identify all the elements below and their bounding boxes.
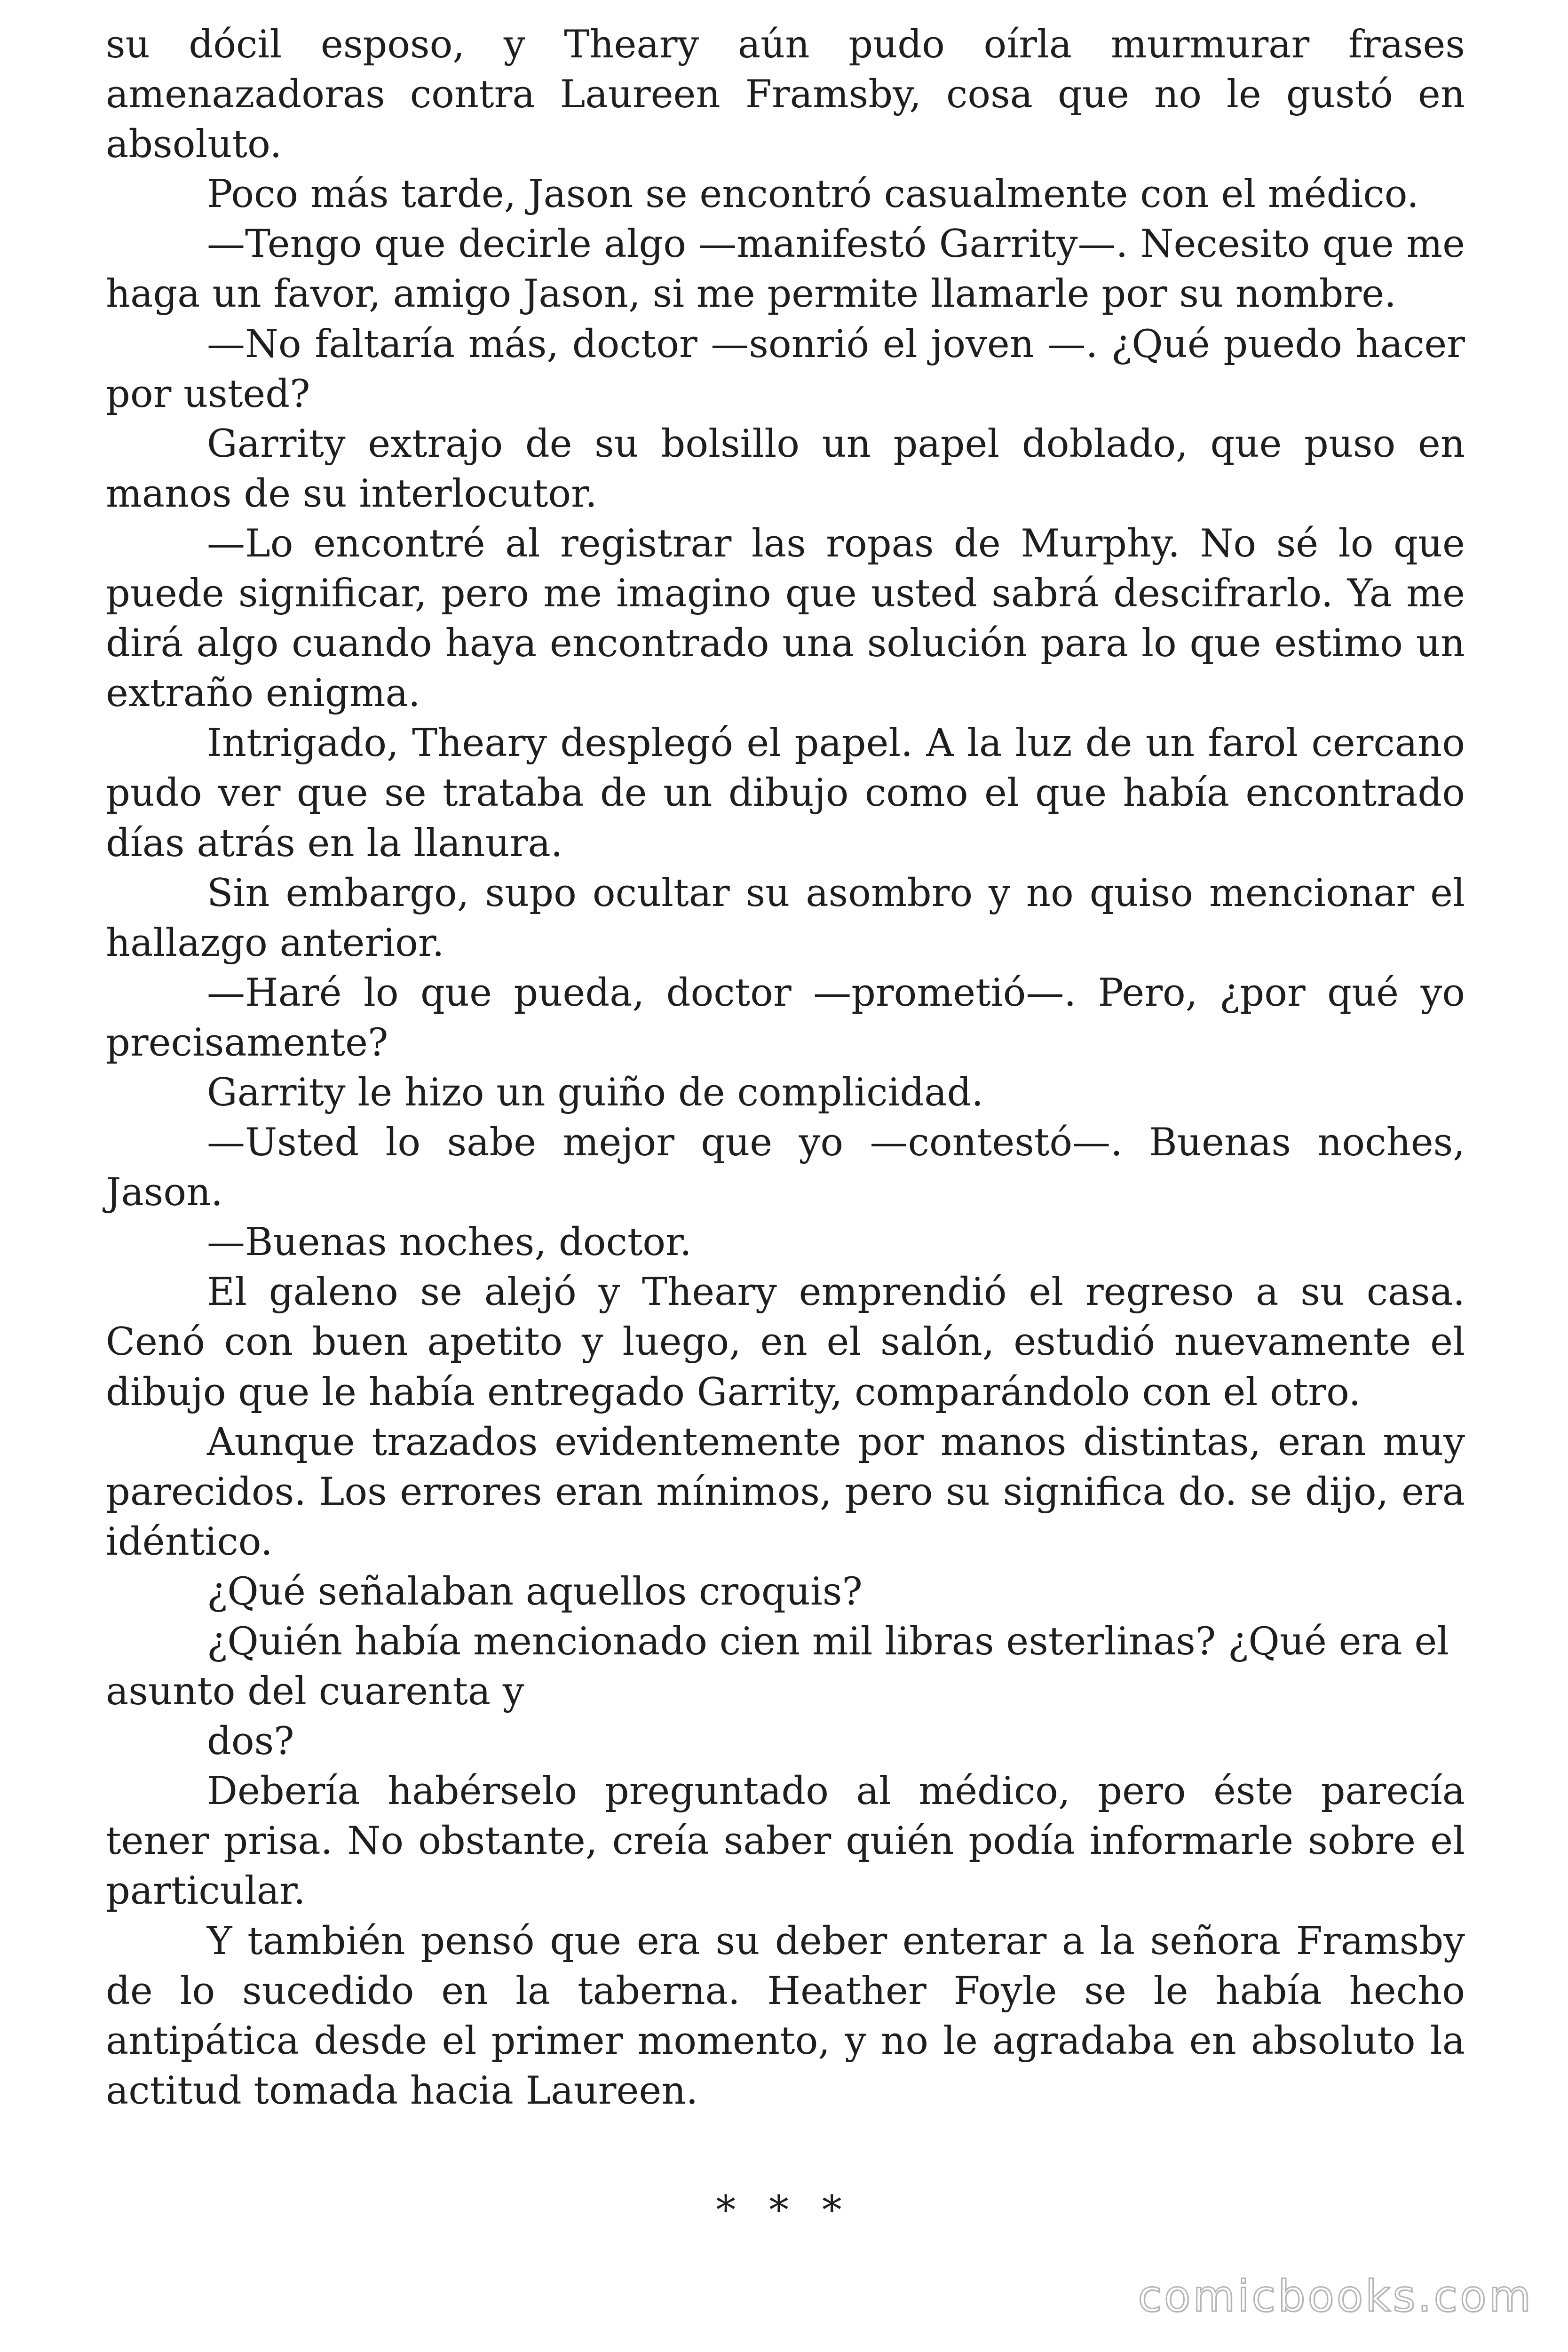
paragraph: Garrity extrajo de su bolsillo un papel doblado, que puso en manos de su interlocutor. — [106, 421, 1465, 516]
paragraph: —Haré lo que pueda, doctor —prometió—. Pero, ¿por qué yo precisamente? — [106, 970, 1465, 1065]
body-text — [106, 20, 1465, 2116]
paragraph: —Usted lo sabe mejor que yo —contestó—. Buenas noches, Jason. — [106, 1120, 1465, 1215]
paragraph: —No faltaría más, doctor —sonrió el joven —. ¿Qué puedo hacer por usted? — [106, 322, 1465, 416]
paragraph: ¿Qué señalaban aquellos croquis? — [207, 1569, 863, 1614]
paragraph: —Buenas noches, doctor. — [207, 1220, 692, 1265]
paragraph: Sin embargo, supo ocultar su asombro y no quiso mencionar el hallazgo anterior. — [106, 871, 1465, 965]
paragraph: El galeno se alejó y Theary emprendió el regreso a su casa. Cenó con buen apetito y luego, en el salón, estudió nuevamente el dibujo que le había entregado Garrity, comparándolo con el otro. — [106, 1270, 1465, 1414]
section-break: * * * — [716, 2187, 852, 2233]
paragraph: dos? — [207, 1719, 294, 1764]
paragraph: Poco más tarde, Jason se encontró casualmente con el médico. — [207, 172, 1419, 217]
paragraph: su dócil esposo, y Theary aún pudo oírla murmurar frases amenazadoras contra Laureen Framsby, cosa que no le gustó en absoluto. — [106, 23, 1465, 167]
paragraph: Y también pensó que era su deber enterar a la señora Framsby de lo sucedido en la taberna. Heather Foyle se le había hecho antipática desde el primer momento, y no le agradaba en absoluto la actitud tomada hacia Laureen. — [106, 1919, 1465, 2113]
paragraph: —Tengo que decirle algo —manifestó Garrity—. Necesito que me haga un favor, amigo Jason, si me permite llamarle por su nombre. — [106, 222, 1465, 317]
paragraph: Aunque trazados evidentemente por manos distintas, eran muy parecidos. Los errores eran mínimos, pero su significa do. se dijo, era idéntico. — [106, 1420, 1465, 1564]
paragraph: Garrity le hizo un guiño de complicidad. — [207, 1070, 984, 1115]
paragraph: Intrigado, Theary desplegó el papel. A la luz de un farol cercano pudo ver que se trataba de un dibujo como el que había encontrado días atrás en la llanura. — [106, 721, 1465, 866]
paragraph: Debería habérselo preguntado al médico, pero éste parecía tener prisa. No obstante, creía saber quién podía informarle sobre el particular. — [106, 1769, 1465, 1914]
watermark: comicbooks.com — [1138, 2271, 1533, 2321]
paragraph: —Lo encontré al registrar las ropas de Murphy. No sé lo que puede significar, pero me imagino que usted sabrá descifrarlo. Ya me dirá algo cuando haya encontrado una solución para lo que estimo un extraño enigma. — [106, 521, 1465, 716]
paragraph: ¿Quién había mencionado cien mil libras esterlinas? ¿Qué era el asunto del cuarenta y — [106, 1620, 1449, 1714]
